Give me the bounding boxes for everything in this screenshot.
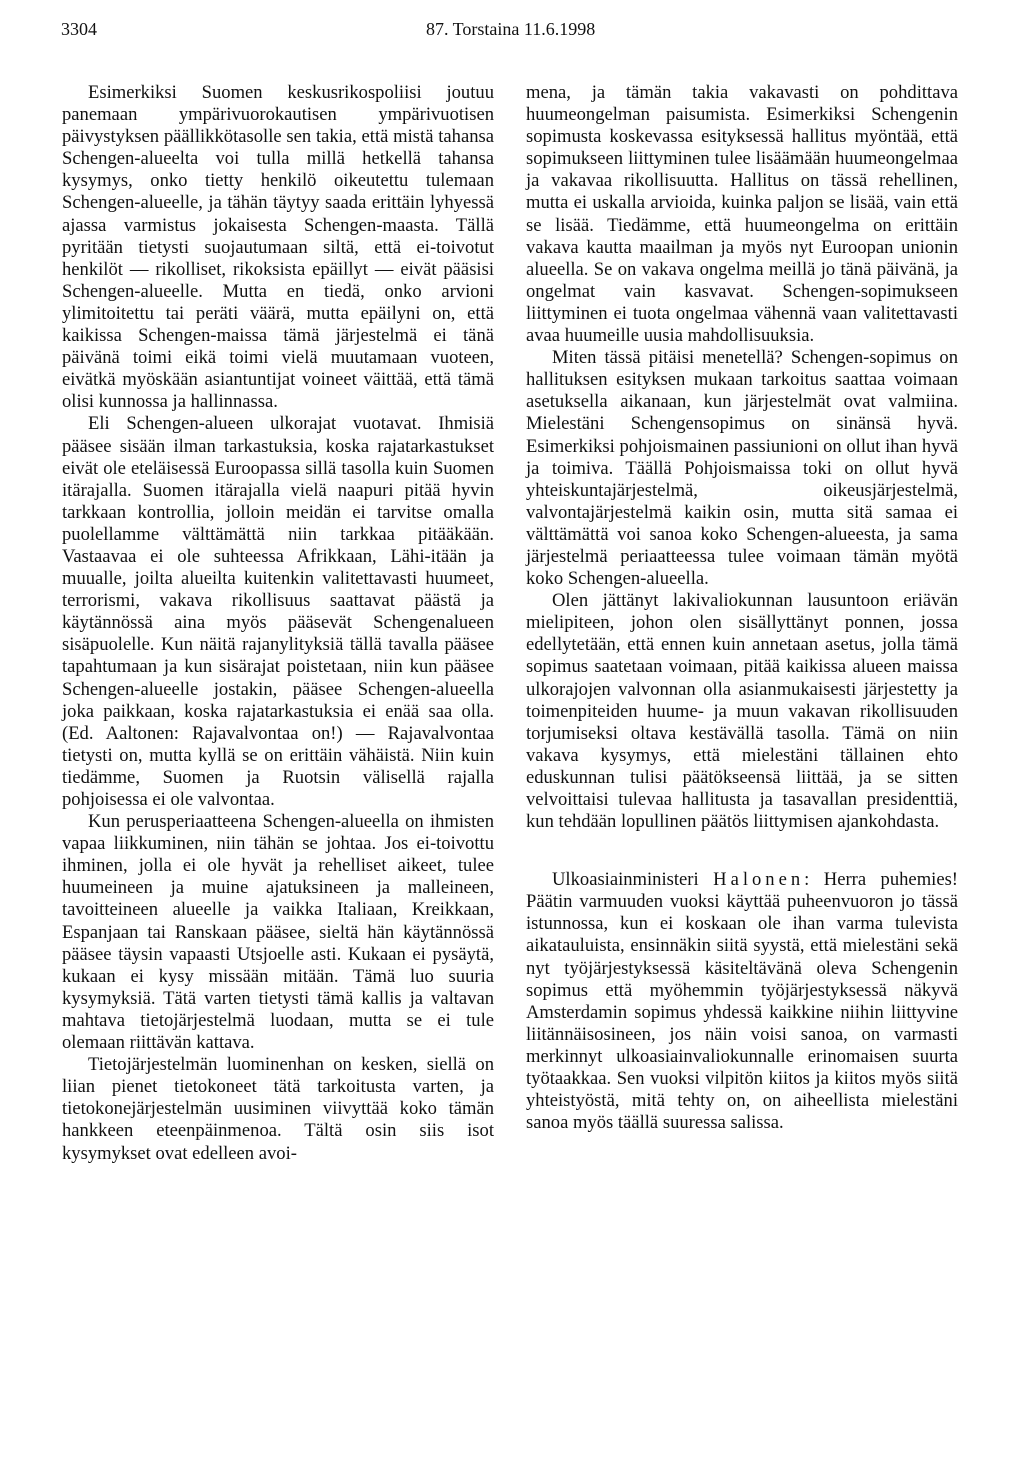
speech-text: : Herra puhemies! Päätin varmuuden vuoksi käyttää puheenvuoron jo tässä istunnossa, kun ei koskaan ole ihan varma tulevista aikatauluista, ensinnäkin siitä syystä, että mielestäni sekä nyt työjärjestyksessä käsiteltävänä oleva Schengenin sopimus että myöhemmin työjärjestyksessä näkyvä Amsterdamin sopimus yhdessä kaikkine niihin liittyvine liitännäisosineen, jos näin voisi sanoa, on varmasti merkinnyt ulkoasiainvaliokunnalle erinomaisen suurta työtaakkaa. Sen vuoksi vilpitön kiitos ja kiitos myös siitä yhteistyöstä, mitä tehty on, on aiheellista mielestäni sanoa myös täällä suuressa salissa. bbox=[526, 869, 958, 1134]
page-number: 3304 bbox=[61, 19, 97, 39]
paragraph: Eli Schengen-alueen ulkorajat vuotavat. Ihmisiä pääsee sisään ilman tarkastuksia, koska rajatarkastukset eivät ole eteläisessä Euroopassa sillä tasolla kuin Suomen itärajalla. Suomen itärajalla vielä naapuri pitää hyvin tarkkaan kontrollia, jolloin meidän ei tarvitse omalla puolellamme välttämättä niin tarkkaa pitääkään. Vastaavaa ei ole suhteessa Afrikkaan, Lähi-itään ja muualle, joilta alueilta kuitenkin valitettavasti huumeet, terrorismi, vakava rikollisuus saattavat päästä ja käytännössä aina myös pääsevät Schengenalueen sisäpuolelle. Kun näitä rajanylityksiä tällä tavalla pääsee tapahtumaan ja kun sisärajat poistetaan, niin kun pääsee Schengen-alueelle jostakin, pääsee Schengen-alueella joka paikkaan, koska rajatarkastuksia ei enää saa olla. (Ed. Aaltonen: Rajavalvontaa on!) — Rajavalvontaa tietysti on, mutta kyllä se on erittäin vähäistä. Niin kuin tiedämme, Suomen ja Ruotsin välisellä rajalla pohjoisessa ei ole valvontaa. bbox=[62, 413, 494, 810]
right-column bbox=[526, 82, 958, 1134]
session-date: 87. Torstaina 11.6.1998 bbox=[426, 19, 596, 39]
speaker-name: Halonen bbox=[713, 869, 805, 891]
paragraph: Olen jättänyt lakivaliokunnan lausuntoon eriävän mielipiteen, johon olen sisällyttänyt ponnen, jossa edellytetään, että ennen kuin annetaan asetus, jolla tämä sopimus saatetaan voimaan, pitää kaikissa alueen maissa ulkorajojen valvonnan olla asianmukaisesti järjestetty ja toimenpiteiden huume- ja muun vakavan rikollisuuden torjumiseksi oltava kestävällä tasolla. Tämä on niin vakava kysymys, että mielestäni tällainen ehto eduskunnan tulisi päätökseensä liittää, ja se sitten velvoittaisi tulevaa hallitusta ja tasavallan presidenttiä, kun tehdään lopullinen päätös liittymisen ajankohdasta. bbox=[526, 590, 958, 833]
paragraph: Tietojärjestelmän luominenhan on kesken, siellä on liian pienet tietokoneet tätä tarkoitusta varten, ja tietokonejärjestelmän uusiminen viivyttää koko tämän hankkeen eteenpäinmenoa. Tältä osin siis isot kysymykset ovat edelleen avoi- bbox=[62, 1054, 494, 1164]
paragraph: mena, ja tämän takia vakavasti on pohdittava huumeongelman paisumista. Esimerkiksi Schengenin sopimusta koskevassa esityksessä hallitus myöntää, että sopimukseen liittyminen tulee lisäämään huumeongelmaa ja vakavaa rikollisuutta. Hallitus on tässä rehellinen, mutta ei uskalla arvioida, kuinka paljon se lisää, vain että se lisää. Tiedämme, että huumeongelma on erittäin vakava kautta maailman ja myös nyt Euroopan unionin alueella. Se on vakava ongelma meillä jo tänä päivänä, ja ongelmat vain kasvavat. Schengen-sopimukseen liittyminen ei tuota ongelmaa vähennä vaan valitettavasti avaa huumeille uusia mahdollisuuksia. bbox=[526, 82, 958, 347]
paragraph: Kun perusperiaatteena Schengen-alueella on ihmisten vapaa liikkuminen, niin tähän se johtaa. Jos ei-toivottu ihminen, jolla ei ole hyvät ja rehelliset aikeet, tulee huumeineen ja muine ajatuksineen ja malleineen, tavoitteineen alueelle ja vaikka Italiaan, Kreikkaan, Espanjaan tai Ranskaan pääsee, sieltä hän käytännössä pääsee täysin vapaasti Utsjoelle asti. Kukaan ei pysäytä, kukaan ei kysy missään mitään. Tämä luo suuria kysymyksiä. Tätä varten tietysti tämä kallis ja valtavan mahtava tietojärjestelmä luodaan, mutta se ei tule olemaan riittävän kattava. bbox=[62, 811, 494, 1054]
section-spacer bbox=[526, 833, 958, 869]
left-column bbox=[62, 82, 494, 1165]
speaker-title: Ulkoasiainministeri bbox=[552, 869, 699, 891]
paragraph: Miten tässä pitäisi menetellä? Schengen-sopimus on hallituksen esityksen mukaan tarkoitus saattaa voimaan asetuksella aikanaan, kun järjestelmät ovat valmiina. Mielestäni Schengensopimus on sinänsä hyvä. Esimerkiksi pohjoismainen passiunioni on ollut ihan hyvä ja toimiva. Täällä Pohjoismaissa toki on ollut hyvä yhteiskuntajärjestelmä, oikeusjärjestelmä, valvontajärjestelmä kaikin osin, mutta sitä samaa ei välttämättä voi sanoa koko Schengen-alueesta, ja sama järjestelmä periaatteessa tulee voimaan tämän myötä koko Schengen-alueella. bbox=[526, 347, 958, 590]
speech-paragraph bbox=[526, 869, 958, 1134]
paragraph: Esimerkiksi Suomen keskusrikospoliisi joutuu panemaan ympärivuorokautisen ympärivuotisen päivystyksen päällikkötasolle sen takia, että mistä tahansa Schengen-alueelta voi tulla millä hetkellä tahansa kysymys, onko tietty henkilö oikeutettu tulemaan Schengen-alueelle, ja tähän täytyy saada erittäin lyhyessä ajassa varmistus jokaisesta Schengen-maasta. Tällä pyritään tietysti suojautumaan siltä, että ei-toivotut henkilöt — rikolliset, rikoksista epäillyt — eivät pääsisi Schengen-alueelle. Mutta en tiedä, onko arvioni ylimitoitettu tai peräti väärä, mutta epäilyni on, että kaikissa Schengen-maissa tämä järjestelmä ei tänä päivänä toimi eikä toimi vielä muutamaan vuoteen, eivätkä myöskään asiantuntijat voineet väittää, että tämä olisi kunnossa ja hallinnassa. bbox=[62, 82, 494, 413]
page-header bbox=[0, 14, 1024, 44]
